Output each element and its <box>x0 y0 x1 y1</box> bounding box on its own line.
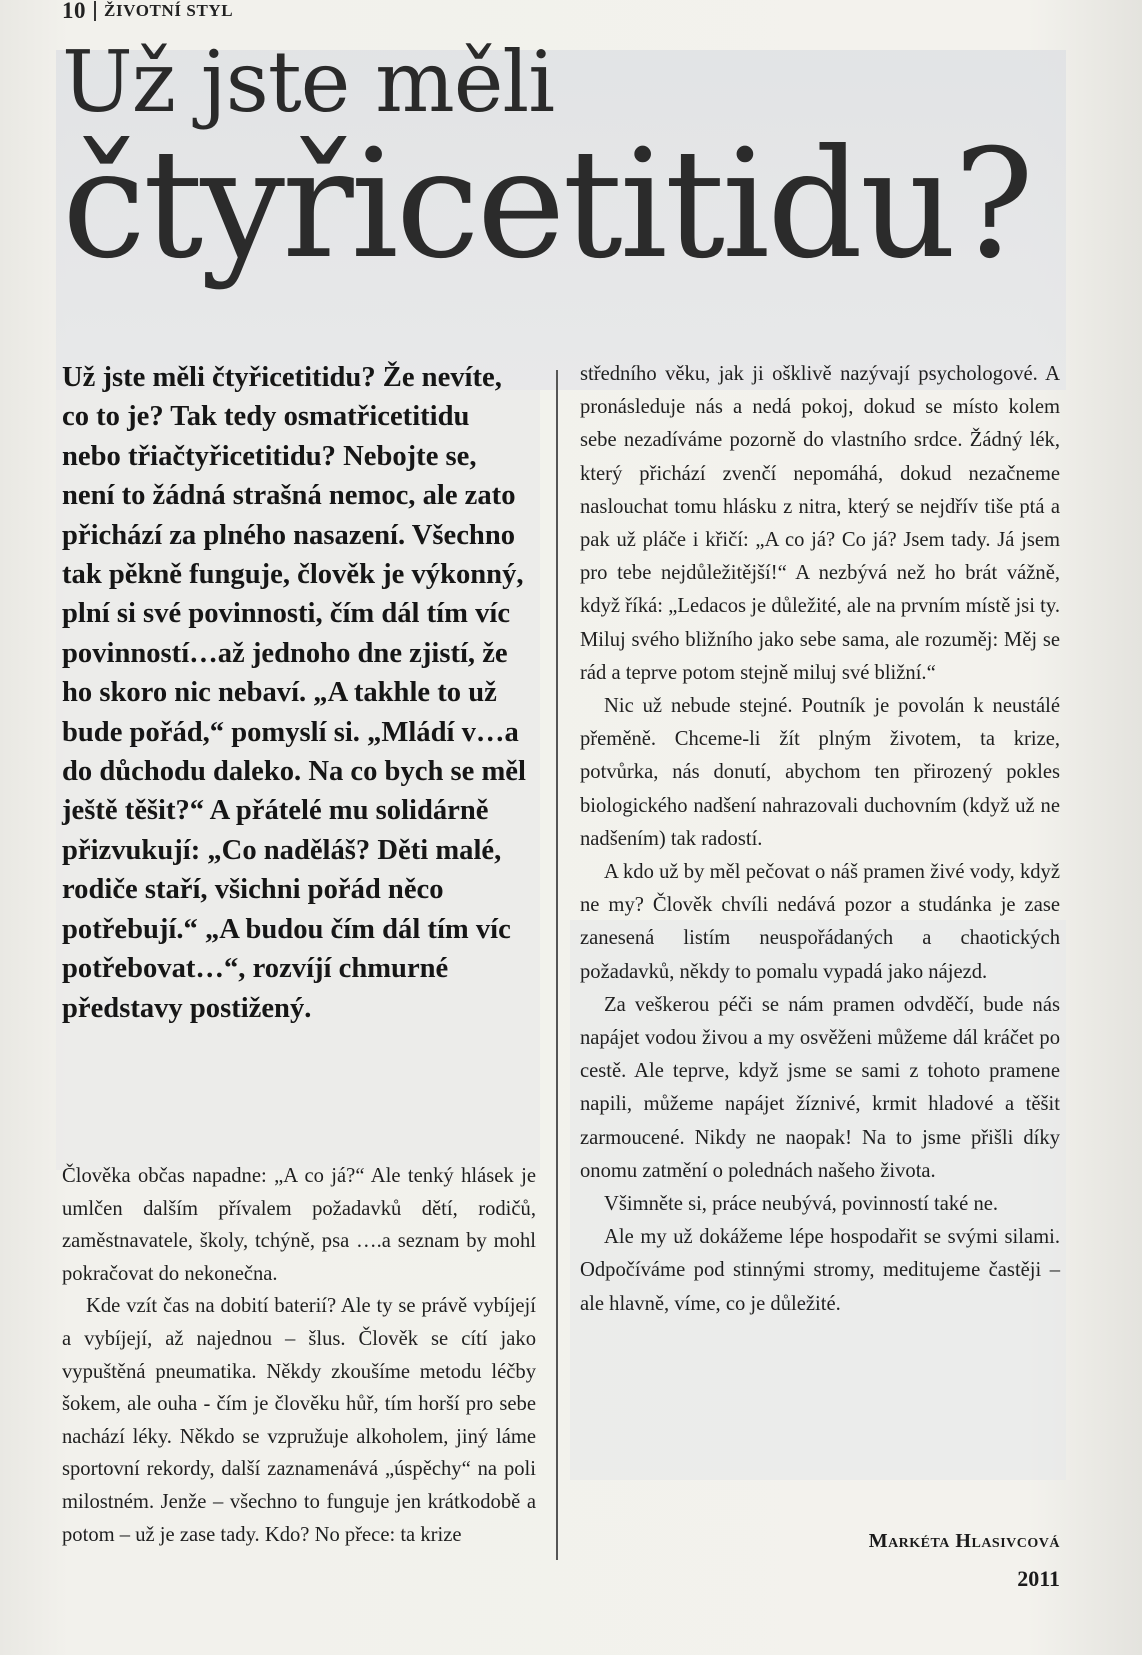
body-paragraph: Všimněte si, práce neubývá, povinností také ne. <box>604 1193 999 1216</box>
body-paragraph: Kde vzít čas na dobití baterií? Ale ty se právě vybíjejí a vybíjejí, až najednou – šlus. Člověk se cítí jako vypuštěná pneumatika. Někdy zkoušíme metodu léčby šokem, ale ouha - čím je člověku hůř, tím horší pro sebe nachází léky. Někdo se vzpružuje alkoholem, jiný láme sportovní rekordy, další zaznamenává „úspěchy“ na poli milostném. Jenže – všechno to funguje jen krátkodobě a potom – už je zase tady. Kdo? No přece: ta krize <box>62 1295 536 1546</box>
column-divider <box>556 370 558 1560</box>
body-paragraph: středního věku, jak ji ošklivě nazývají psychologové. A pronásleduje nás a nedá pokoj, dokud se místo kolem sebe nezadíváme pozorně do vlastního srdce. Žádný lék, který přichází zvenčí nepomáhá, dokud nezačneme naslouchat tomu hlásku z nitra, který se nejdřív tiše ptá a pak už pláče i křičí: „A co já? Co já? Jsem tady. Já jsem pro tebe nejdůležitější!“ A nezbývá než ho brát vážně, když říká: „Ledacos je důležité, ale na prvním místě jsi ty. Miluj svého bližního jako sebe sama, ale rozuměj: Měj se rád a teprve potom stejně miluj své bližní.“ <box>580 363 1060 684</box>
left-column-body <box>62 1160 536 1551</box>
body-paragraph: Člověka občas napadne: „A co já?“ Ale tenký hlásek je umlčen dalším přívalem požadavků dětí, rodičů, zaměstnavatele, školy, tchýně, psa ….a seznam by mohl pokračovat do nekonečna. <box>62 1165 536 1285</box>
header-divider <box>94 1 96 21</box>
publication-year: 2011 <box>1017 1566 1060 1591</box>
running-header <box>62 0 233 22</box>
body-paragraph: Za veškerou péči se nám pramen odvděčí, bude nás napájet vodou živou a my osvěženi můžeme dál kráčet po cestě. Ale teprve, když jsme se sami z tohoto pramene napili, můžeme napájet žíznivé, krmit hladové a těšit zarmoucené. Nikdy ne naopak! Na to jsme přišli díky onomu zatmění o polednách našeho života. <box>580 993 1060 1182</box>
body-paragraph: Ale my už dokážeme lépe hospodařit se svými silami. Odpočíváme pod stinnými stromy, meditujeme častěji – ale hlavně, víme, co je důležité. <box>580 1226 1060 1315</box>
body-paragraph: A kdo už by měl pečovat o náš pramen živé vody, když ne my? Člověk chvíli nedává pozor a studánka je zase zanesená listím neuspořádaných a chaotických požadavků, někdy to pomalu vypadá jako nájezd. <box>580 861 1060 983</box>
body-paragraph: Nic už nebude stejné. Poutník je povolán k neustálé přeměně. Chceme-li žít plným životem, ta krize, potvůrka, nás donutí, abychom ten přirozený pokles biologického nadšení nahrazovali duchovním (když už ne nadšením) tak radostí. <box>580 695 1060 850</box>
page-number: 10 <box>62 0 86 23</box>
headline-line-1: Už jste měli <box>62 33 555 131</box>
lead-paragraph: Už jste měli čtyřicetitidu? Že nevíte, co to je? Tak tedy osmatřicetitidu nebo třiačtyřicetitidu? Nebojte se, není to žádná strašná nemoc, ale zato přichází za plného nasazení. Všechno tak pěkně funguje, člověk je výkonný, plní si své povinnosti, čím dál tím víc povinností…až jednoho dne zjistí, že ho skoro nic nebaví. „A takhle to už bude pořád,“ pomyslí si. „Mládí v…a do důchodu daleko. Na co bych se měl ještě těšit?“ A přátelé mu solidárně přizvukují: „Co naděláš? Děti malé, rodiče staří, všichni pořád něco potřebují.“ „A budou čím dál tím víc potřebovat…“, rozvíjí chmurné představy postižený. <box>62 362 526 1024</box>
section-name: ŽIVOTNÍ STYL <box>104 1 234 20</box>
right-column-body <box>580 358 1060 1321</box>
headline-line-2: čtyřicetitidu? <box>62 118 1032 292</box>
author-name: Markéta Hlasivcová <box>868 1530 1060 1552</box>
